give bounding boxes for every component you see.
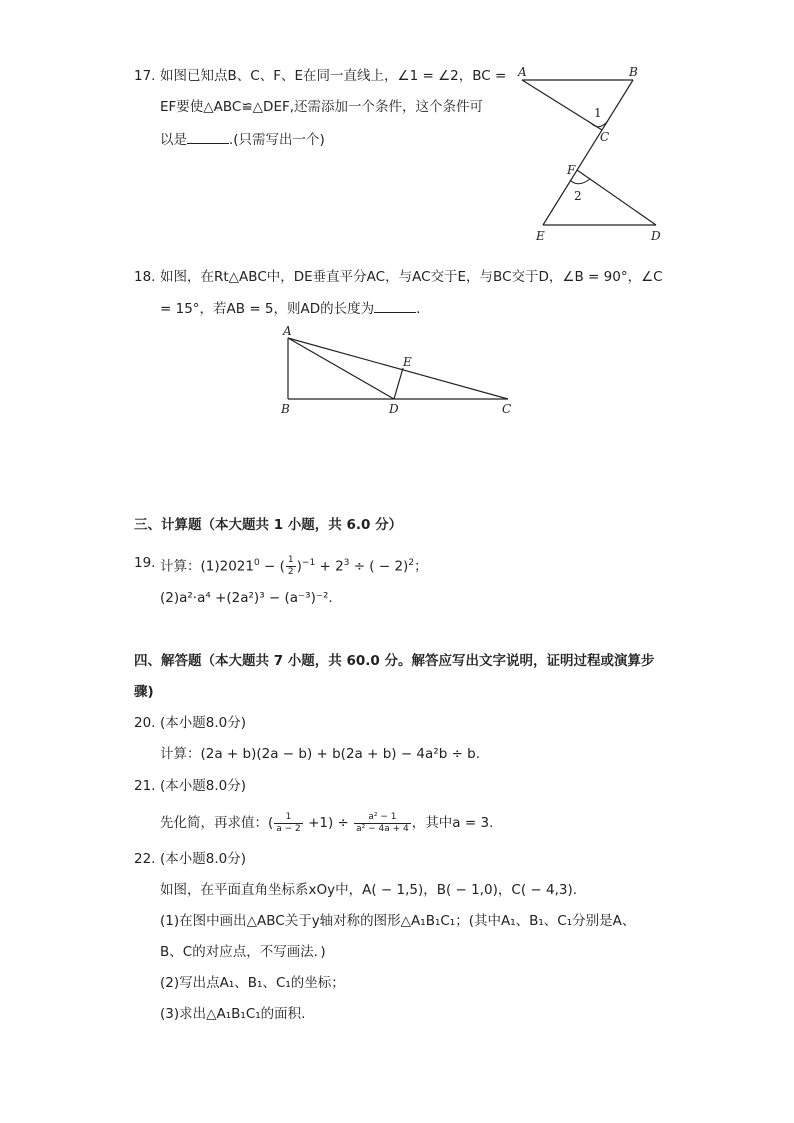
q19-expr-c: ) [296, 558, 302, 575]
q18-figure [276, 322, 526, 418]
q19-part1 [160, 553, 428, 578]
q22-score: (本小题8.0分) [160, 851, 247, 867]
q21-score: (本小题8.0分) [160, 778, 247, 794]
q17-number: 17. [134, 68, 156, 84]
section4-line1: 四、解答题（本大题共 7 小题，共 60.0 分。解答应写出文字说明，证明过程或演算步 [134, 653, 655, 669]
q21-f2-num: a² − 1 [354, 812, 411, 824]
q19-number: 19. [134, 555, 156, 571]
q22-line3: B、C的对应点，不写画法．) [160, 944, 326, 960]
label-E: E [536, 229, 545, 243]
segment-AD [288, 338, 394, 399]
label-B: B [629, 65, 638, 79]
section4-line2: 骤) [134, 684, 154, 700]
segment-FD [577, 170, 656, 225]
label-D: D [389, 402, 399, 416]
q22-line2: (1)在图中画出△ABC关于y轴对称的图形△A₁B₁C₁；(其中A₁、B₁、C₁分别是A、 [160, 913, 636, 929]
label-D: D [651, 229, 661, 243]
q20-text: 计算：(2a + b)(2a − b) + b(2a + b) − 4a²b ÷ b. [160, 746, 481, 762]
q21-mid: +1) ÷ [303, 815, 354, 831]
label-B: B [281, 402, 290, 416]
q19-expr-e: ÷ ( − 2) [349, 558, 409, 575]
q22-number: 22. [134, 851, 156, 867]
q21-f1-den: a − 2 [276, 823, 301, 834]
q17-figure [510, 60, 680, 250]
q22-line5: (3)求出△A₁B₁C₁的面积. [160, 1006, 306, 1022]
q19-expr-d: + 2 [315, 558, 344, 575]
q19-exp3: 3 [343, 558, 350, 568]
q17-line3-suffix: .(只需写出一个) [229, 132, 325, 148]
segment-AC [288, 338, 508, 399]
label-C: C [502, 402, 512, 416]
angle-1-label: 1 [594, 106, 602, 120]
q18-line2-suffix: . [416, 301, 421, 317]
label-C: C [600, 130, 610, 144]
q21-prefix: 先化简，再求值：( [160, 815, 274, 831]
q21-number: 21. [134, 778, 156, 794]
answer-blank [187, 129, 229, 144]
q21-f1-num: 1 [274, 812, 303, 824]
angle-2-arc [570, 179, 590, 184]
answer-blank [374, 298, 416, 313]
q19-frac-num: 1 [287, 555, 294, 565]
q21-fraction1 [274, 812, 303, 835]
label-E: E [403, 355, 412, 369]
q21-suffix: ，其中a = 3. [411, 815, 494, 831]
q18-number: 18. [134, 269, 156, 285]
q18-line1: 如图，在Rt△ABC中，DE垂直平分AC，与AC交于E，与BC交于D，∠B = 90°，∠C [160, 269, 663, 285]
q17-line3-prefix: 以是 [160, 132, 187, 148]
label-A: A [518, 65, 527, 79]
q17-line2: EF要使△ABC≌△DEF,还需添加一个条件，这个条件可 [160, 99, 484, 115]
q19-fraction [286, 555, 296, 578]
q17-line3 [160, 129, 325, 150]
q17-line1: 如图已知点B、C、F、E在同一直线上，∠1 = ∠2，BC = [160, 68, 507, 84]
q22-line4: (2)写出点A₁、B₁、C₁的坐标； [160, 975, 345, 991]
q19-frac-den: 2 [287, 567, 294, 577]
q18-line2 [160, 298, 420, 319]
q21-f2-den: a² − 4a + 4 [356, 823, 409, 834]
q19-expr-b: − ( [259, 558, 285, 575]
q19-exp-neg1: −1 [301, 558, 316, 568]
q19-expr-a: (1)2021 [200, 558, 254, 575]
section3-title: 三、计算题（本大题共 1 小题，共 6.0 分） [134, 517, 403, 533]
q21-fraction2 [354, 812, 411, 835]
q21-text [160, 809, 493, 837]
q20-score: (本小题8.0分) [160, 715, 247, 731]
q18-line2-prefix: = 15°，若AB = 5，则AD的长度为 [160, 301, 375, 317]
q19-expr-f: ； [414, 558, 428, 575]
segment-DE [394, 368, 403, 399]
label-A: A [283, 324, 292, 338]
q19-label: 计算： [160, 558, 201, 575]
q19-exp2: 2 [408, 558, 415, 568]
label-F: F [567, 163, 576, 177]
q19-exp0: 0 [253, 558, 260, 568]
q20-number: 20. [134, 715, 156, 731]
q19-part2: (2)a²·a⁴ +(2a²)³ − (a⁻³)⁻². [160, 590, 333, 606]
q22-line1: 如图，在平面直角坐标系xOy中，A( − 1,5)，B( − 1,0)，C( − 4,3). [160, 882, 578, 898]
angle-2-label: 2 [574, 189, 582, 203]
